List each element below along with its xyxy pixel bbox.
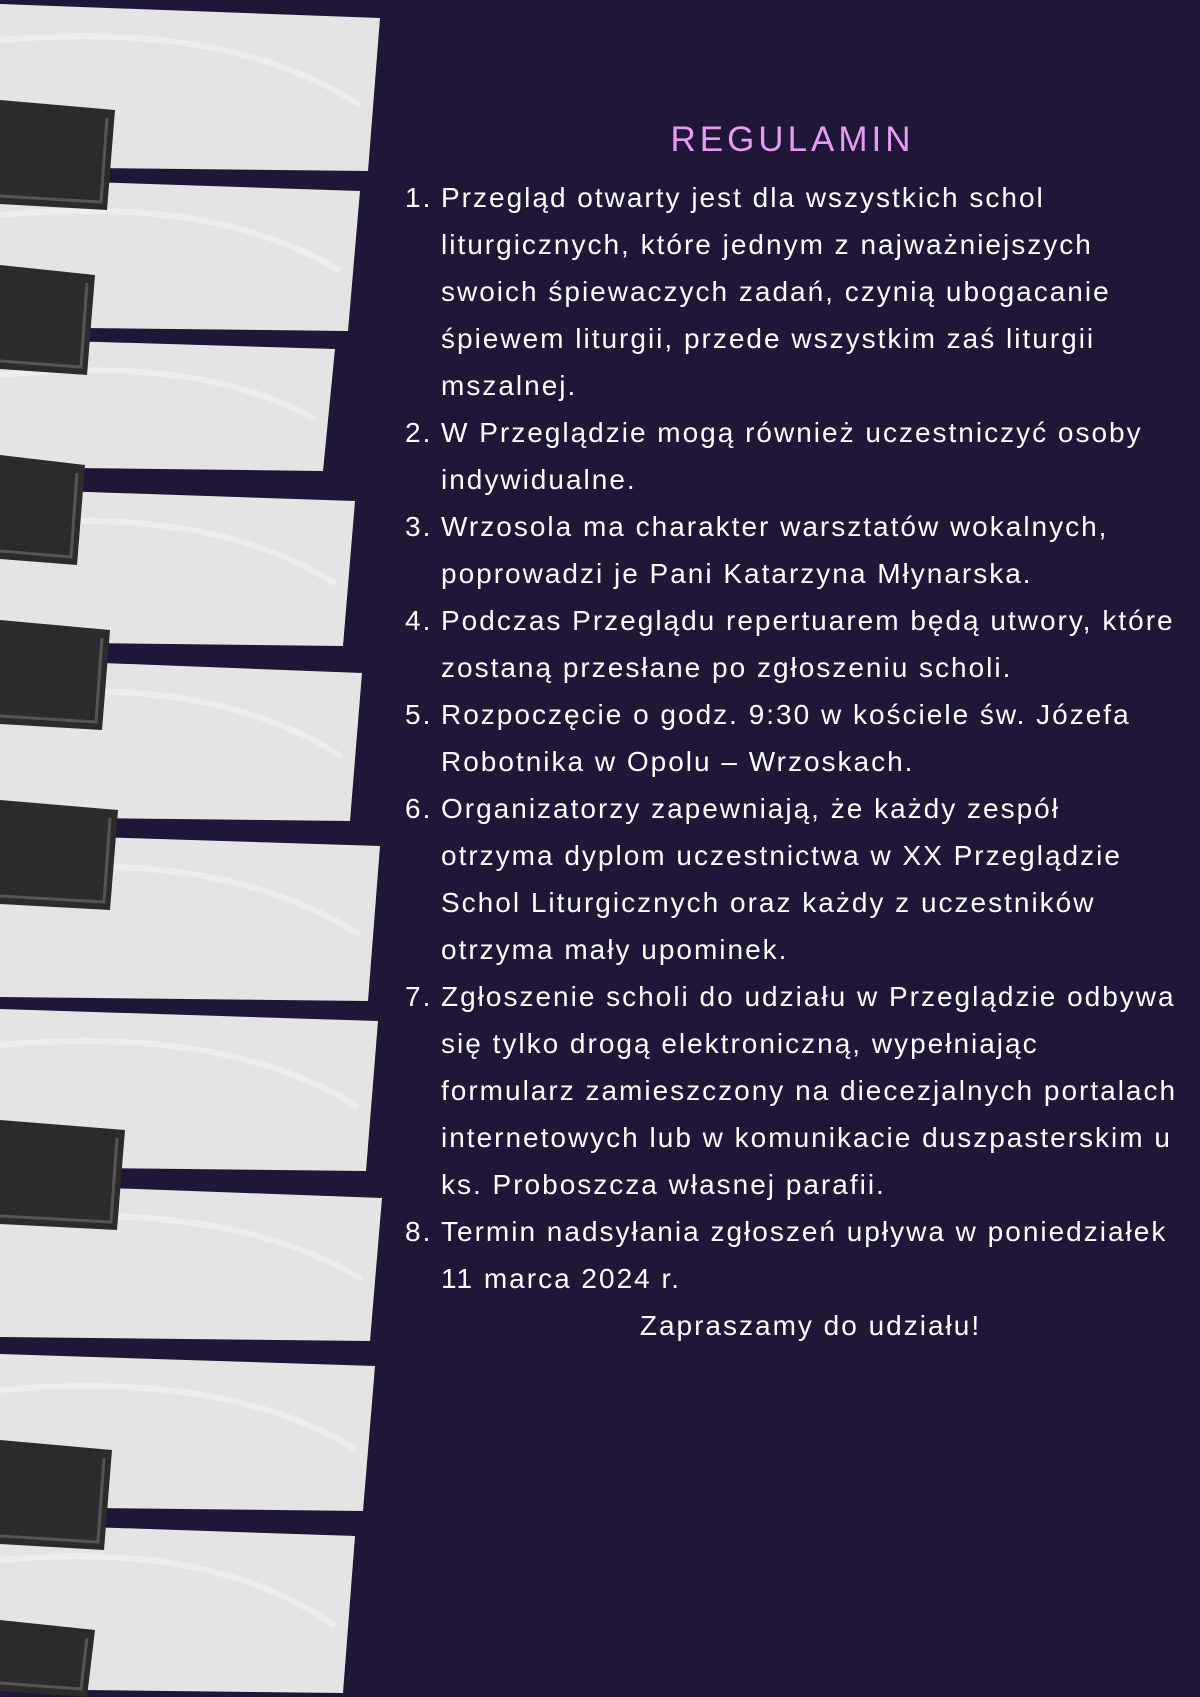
rule-item: [405, 785, 1180, 973]
regulamin-content: [405, 118, 1180, 1349]
rule-number: 2.: [405, 417, 433, 448]
rules-list: [405, 174, 1180, 1302]
rule-number: 8.: [405, 1216, 433, 1247]
rule-item: [405, 174, 1180, 409]
rule-item: [405, 503, 1180, 597]
rule-item: [405, 973, 1180, 1208]
rule-number: 3.: [405, 511, 433, 542]
rule-item: [405, 597, 1180, 691]
rule-text: Przegląd otwarty jest dla wszystkich schol liturgicznych, które jednym z najważniejszych swoich śpiewaczych zadań, czynią ubogacanie śpiewem liturgii, przede wszystkim zaś liturgii mszalnej.: [441, 182, 1111, 401]
rule-number: 6.: [405, 793, 433, 824]
black-key: [0, 1440, 112, 1550]
black-key: [0, 800, 118, 910]
page-title: REGULAMIN: [670, 120, 915, 159]
rule-text: Rozpoczęcie o godz. 9:30 w kościele św. Józefa Robotnika w Opolu – Wrzoskach.: [441, 699, 1131, 777]
rule-item: [405, 409, 1180, 503]
rule-text: W Przeglądzie mogą również uczestniczyć osoby indywidualne.: [441, 417, 1143, 495]
black-key: [0, 1120, 125, 1230]
rule-item: [405, 1208, 1180, 1302]
black-key: [0, 620, 110, 730]
rule-text: Wrzosola ma charakter warsztatów wokalnych, poprowadzi je Pani Katarzyna Młynarska.: [441, 511, 1109, 589]
rule-text: Organizatorzy zapewniają, że każdy zespół otrzyma dyplom uczestnictwa w XX Przeglądzie Schol Liturgicznych oraz każdy z uczestników otrzyma mały upominek.: [441, 793, 1122, 965]
rule-number: 5.: [405, 699, 433, 730]
rule-text: Termin nadsyłania zgłoszeń upływa w poniedziałek 11 marca 2024 r.: [441, 1216, 1168, 1294]
rule-text: Zgłoszenie scholi do udziału w Przeglądzie odbywa się tylko drogą elektroniczną, wypełniając formularz zamieszczony na diecezjalnych portalach internetowych lub w komunikacie duszpasterskim u ks. Proboszcza własnej parafii.: [441, 981, 1178, 1200]
piano-keys-decoration: [0, 0, 400, 1697]
rule-text: Podczas Przeglądu repertuarem będą utwory, które zostaną przesłane po zgłoszeniu scholi.: [441, 605, 1175, 683]
rule-number: 7.: [405, 981, 433, 1012]
rule-item: [405, 691, 1180, 785]
rule-number: 1.: [405, 182, 433, 213]
black-keys: [0, 100, 125, 1697]
rule-number: 4.: [405, 605, 433, 636]
closing-text: Zapraszamy do udziału!: [639, 1310, 982, 1341]
black-key: [0, 100, 115, 210]
